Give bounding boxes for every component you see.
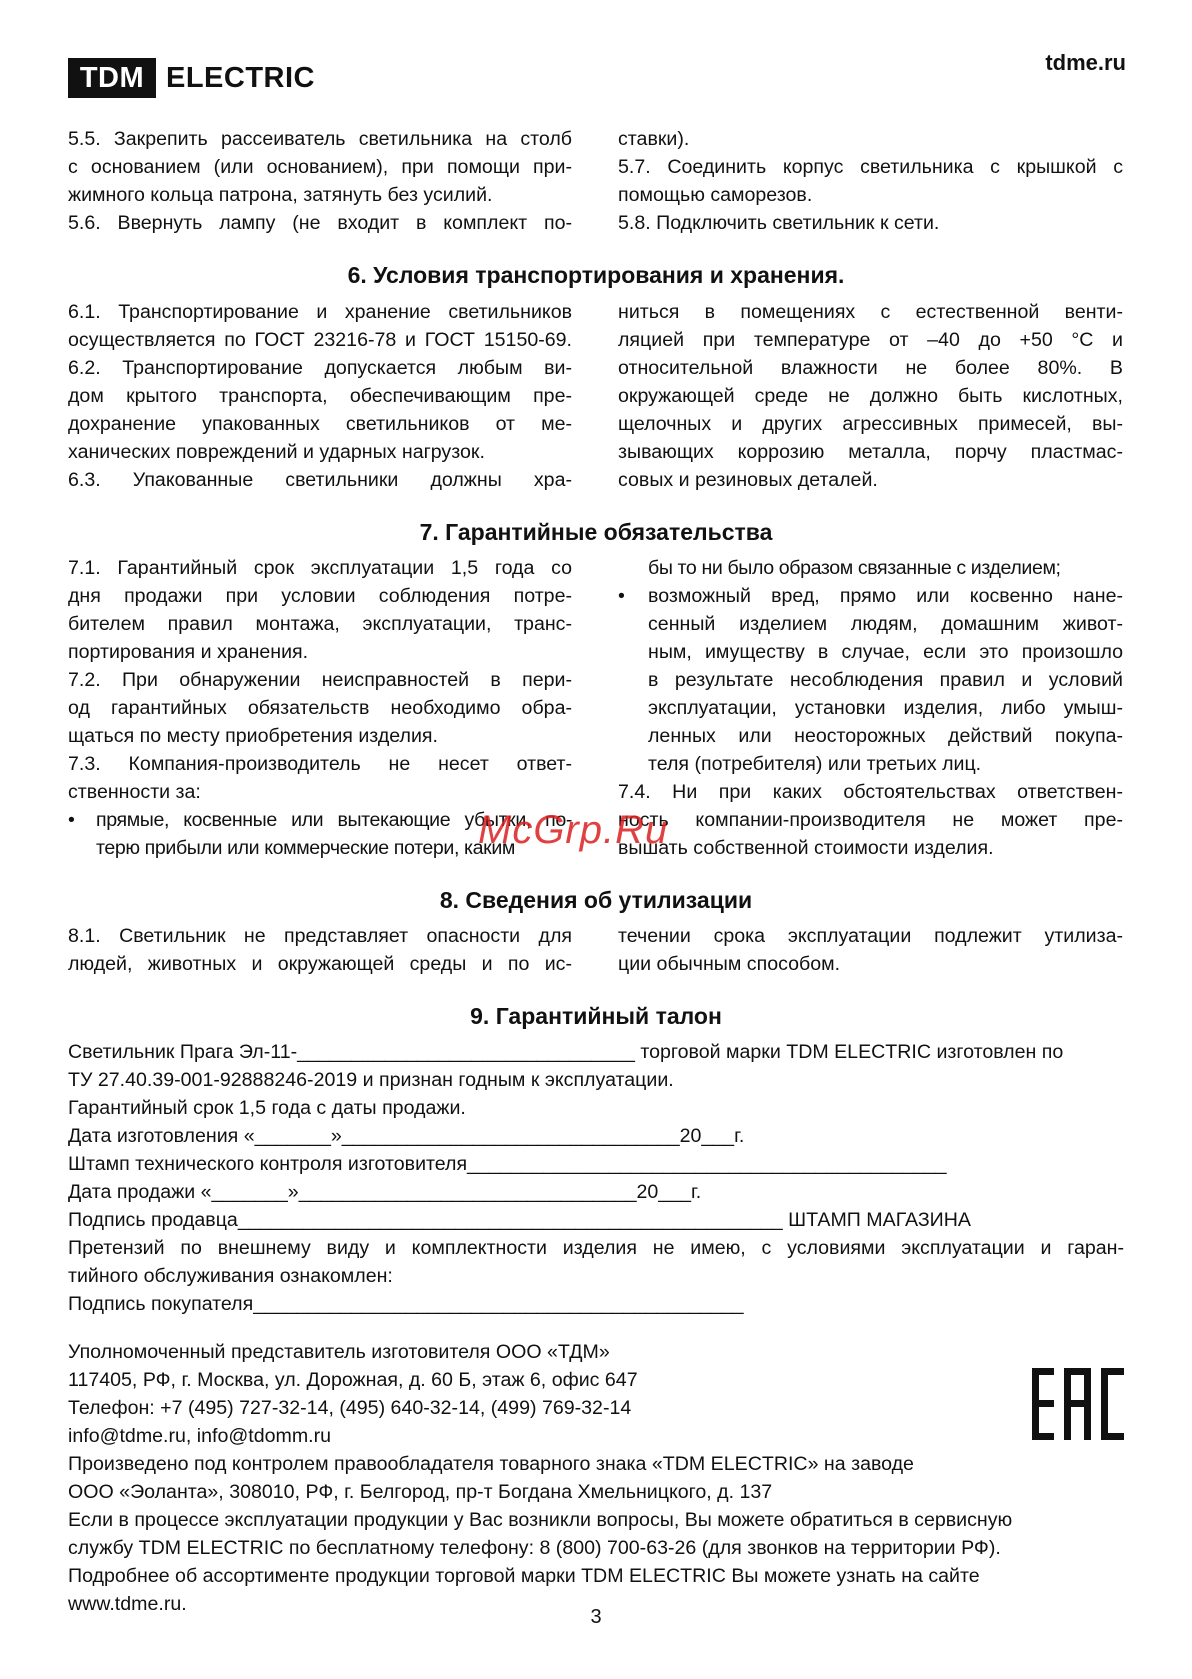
text-line: ным, имуществу в случае, если это произошло [648, 641, 1123, 663]
text-line: 5.6. Ввернуть лампу (не входит в комплект по- [68, 212, 572, 234]
sale-date-field: Дата продажи «_______»_______________________________20___г. [68, 1181, 702, 1203]
text-line: бителем правил монтажа, эксплуатации, транс- [68, 613, 572, 635]
text-line: течении срока эксплуатации подлежит утилиза- [618, 925, 1123, 947]
text-line: жимного кольца патрона, затянуть без усилий. [68, 184, 493, 206]
text-line: 6.3. Упакованные светильники должны хра- [68, 469, 572, 491]
footer-line: ООО «Эоланта», 308010, РФ, г. Белгород, пр-т Богдана Хмельницкого, д. 137 [68, 1481, 773, 1503]
warranty-line: Претензий по внешнему виду и комплектности изделия не имею, с условиями эксплуатации и гаран- [68, 1237, 1124, 1259]
text-line: с основанием (или основанием), при помощи при- [68, 156, 572, 178]
text-line: ленных или неосторожных действий покупа- [648, 725, 1123, 747]
text-line: дохранение упакованных светильников от ме- [68, 413, 572, 435]
qc-stamp-field: Штамп технического контроля изготовителя____________________________________________ [68, 1153, 947, 1175]
manufacture-date-field: Дата изготовления «_______»_______________________________20___г. [68, 1125, 745, 1147]
text-line: 7.1. Гарантийный срок эксплуатации 1,5 года со [68, 557, 572, 579]
brand-logo-box: TDM [68, 58, 156, 98]
page-number: 3 [590, 1606, 602, 1628]
footer-line: службу TDM ELECTRIC по бесплатному телефону: 8 (800) 700-63-26 (для звонков на территории РФ). [68, 1537, 1001, 1559]
text-line: ность компании-производителя не может пре- [618, 809, 1123, 831]
text-line: 5.5. Закрепить рассеиватель светильника на столб [68, 128, 572, 150]
text-line: од гарантийных обязательств необходимо обра- [68, 697, 572, 719]
footer-site-link[interactable]: www.tdme.ru. [68, 1593, 187, 1615]
text-line: 6.1. Транспортирование и хранение светильников [68, 301, 572, 323]
footer-line: Уполномоченный представитель изготовителя ООО «ТДМ» [68, 1341, 610, 1363]
site-link[interactable]: tdme.ru [1045, 50, 1126, 75]
text-line: 8.1. Светильник не представляет опасности для [68, 925, 572, 947]
text-line: ханических повреждений и ударных нагрузок. [68, 441, 485, 463]
section8-heading: 8. Сведения об утилизации [439, 887, 753, 913]
footer-line: Телефон: +7 (495) 727-32-14, (495) 640-32-14, (499) 769-32-14 [68, 1397, 632, 1419]
text-line: щелочных и других агрессивных примесей, вы- [618, 413, 1123, 435]
text-line: 7.3. Компания-производитель не несет ответ- [68, 753, 572, 775]
text-line: ции обычным способом. [618, 953, 841, 975]
text-line: совых и резиновых деталей. [618, 469, 878, 491]
footer-line: 117405, РФ, г. Москва, ул. Дорожная, д. 60 Б, этаж 6, офис 647 [68, 1369, 638, 1391]
text-line: сенный изделием людям, домашним живот- [648, 613, 1123, 635]
section7-heading: 7. Гарантийные обязательства [419, 519, 773, 545]
eac-certification-icon [1032, 1368, 1124, 1440]
bullet-mark: • [618, 585, 625, 607]
text-line: относительной влажности не более 80%. В [618, 357, 1123, 379]
text-line: 7.4. Ни при каких обстоятельствах ответствен- [618, 781, 1123, 803]
seller-signature-field: Подпись продавца__________________________________________________ ШТАМП МАГАЗИНА [68, 1209, 971, 1231]
text-line: щаться по месту приобретения изделия. [68, 725, 438, 747]
text-line: прямые, косвенные или вытекающие убытки, по- [96, 809, 572, 831]
text-line: 5.8. Подключить светильник к сети. [618, 212, 940, 234]
text-line: возможный вред, прямо или косвенно нане- [648, 585, 1123, 607]
text-line: дом крытого транспорта, обеспечивающим пре- [68, 385, 572, 407]
brand-logo-text: ELECTRIC [166, 62, 315, 94]
text-line: ниться в помещениях с естественной венти- [618, 301, 1123, 323]
text-line: 6.2. Транспортирование допускается любым ви- [68, 357, 572, 379]
warranty-line: Гарантийный срок 1,5 года с даты продажи. [68, 1097, 466, 1119]
text-line: бы то ни было образом связанные с изделием; [648, 557, 1061, 579]
text-line: ставки). [618, 128, 690, 150]
text-line: людей, животных и окружающей среды и по ис- [68, 953, 572, 975]
text-line: помощью саморезов. [618, 184, 813, 206]
text-line: в результате несоблюдения правил и условий [648, 669, 1123, 691]
bullet-mark: • [68, 809, 75, 831]
text-line: портирования и хранения. [68, 641, 309, 663]
text-line: ственности за: [68, 781, 201, 803]
text-line: эксплуатации, установки изделия, либо умыш- [648, 697, 1123, 719]
text-line: зывающих коррозию металла, порчу пластмас- [618, 441, 1123, 463]
footer-line: Если в процессе эксплуатации продукции у Вас возникли вопросы, Вы можете обратиться в сервисную [68, 1509, 1013, 1531]
section9-heading: 9. Гарантийный талон [470, 1003, 722, 1029]
text-line: ляцией при температуре от –40 до +50 °С и [618, 329, 1123, 351]
buyer-signature-field: Подпись покупателя_____________________________________________ [68, 1293, 744, 1315]
warranty-line: тийного обслуживания ознакомлен: [68, 1265, 393, 1287]
footer-line: Произведено под контролем правообладателя товарного знака «TDM ELECTRIC» на заводе [68, 1453, 914, 1475]
warranty-line: ТУ 27.40.39-001-92888246-2019 и признан годным к эксплуатации. [68, 1069, 674, 1091]
section6-heading: 6. Условия транспортирования и хранения. [347, 262, 845, 288]
text-line: дня продажи при условии соблюдения потре- [68, 585, 572, 607]
footer-emails: info@tdme.ru, info@tdomm.ru [68, 1425, 332, 1447]
warranty-line-product: Светильник Прага Эл-11-_______________________________ торговой марки TDM ELECTRIC изготовлен по [68, 1041, 1064, 1063]
text-line: окружающей среде не должно быть кислотных, [618, 385, 1123, 407]
text-line: теля (потребителя) или третьих лиц. [648, 753, 982, 775]
text-line: осуществляется по ГОСТ 23216-78 и ГОСТ 15150-69. [68, 329, 572, 351]
footer-line: Подробнее об ассортименте продукции торговой марки TDM ELECTRIC Вы можете узнать на сайте [68, 1565, 980, 1587]
text-line: терю прибыли или коммерческие потери, каким [96, 837, 515, 859]
text-line: 7.2. При обнаружении неисправностей в пери- [68, 669, 572, 691]
text-line: вышать собственной стоимости изделия. [618, 837, 994, 859]
watermark: McGrp.Ru [478, 808, 669, 852]
text-line: 5.7. Соединить корпус светильника с крышкой с [618, 156, 1123, 178]
